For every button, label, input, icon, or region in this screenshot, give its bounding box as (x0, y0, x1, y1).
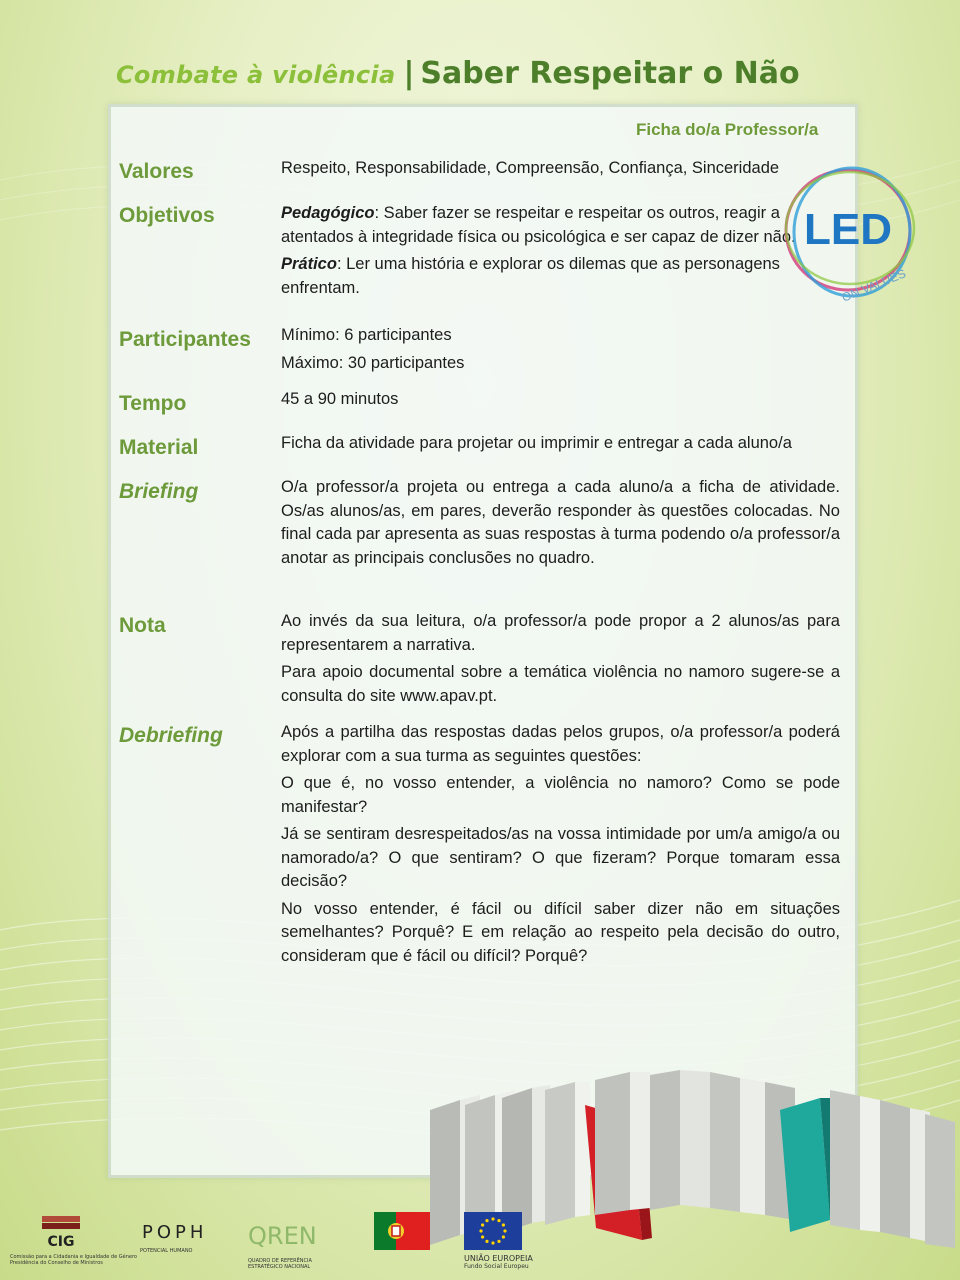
participantes-label: Participantes (119, 328, 251, 351)
pedagogico-text: : Saber fazer se respeitar e respeitar os outros, reagir a atentados à integridade física ou psicológica e ser capaz de dizer não. (281, 204, 796, 246)
material-value: Ficha da atividade para projetar ou imprimir e entregar a cada aluno/a (281, 434, 792, 452)
objetivos-label: Objetivos (119, 204, 215, 227)
nota-text (281, 610, 840, 712)
sheet-type-label: Ficha do/a Professor/a (636, 120, 819, 139)
briefing-paragraph: O/a professor/a projeta ou entrega a cada aluno/a a ficha de atividade. Os/as alunos/as, em pares, deverão responder às questões colocadas. No final cada par apresenta as suas respostas à turma podendo o/a professor/a anotar as principais conclusões no quadro. (281, 478, 840, 567)
eu-logo (464, 1212, 554, 1270)
nota-paragraph-1: Ao invés da sua leitura, o/a professor/a pode propor a 2 alunos/as para representarem a narrativa. (281, 612, 840, 654)
briefing-text (281, 476, 840, 574)
valores-value: Respeito, Responsabilidade, Compreensão, Confiança, Sinceridade (281, 159, 780, 177)
header-title-part2: Saber Respeitar o Não (420, 56, 800, 91)
poph-mark-icon (140, 1214, 230, 1244)
objetivo-pratico (281, 253, 840, 300)
on-values-text: ON VALUES (839, 266, 908, 305)
objetivo-pedagogico (281, 202, 840, 249)
poph-logo (140, 1214, 230, 1254)
portugal-flag-icon (374, 1212, 430, 1250)
nota-label: Nota (119, 614, 166, 637)
pratico-label: Prático (281, 255, 337, 273)
footer-logos (0, 1200, 960, 1280)
poph-subtitle: POTENCIAL HUMANO (140, 1248, 193, 1254)
debriefing-text (281, 721, 840, 972)
material-text (281, 432, 840, 460)
debriefing-label: Debriefing (119, 724, 223, 747)
material-label: Material (119, 436, 199, 459)
pratico-text: : Ler uma história e explorar os dilemas que as personagens enfrentam. (281, 255, 780, 297)
cig-text: CIG (47, 1234, 75, 1250)
qren-mark-icon (248, 1214, 348, 1254)
eu-text: UNIÃO EUROPEIA (464, 1254, 533, 1263)
tempo-value: 45 a 90 minutos (281, 390, 399, 408)
qren-logo (248, 1214, 348, 1270)
page-header-title (116, 56, 800, 96)
debriefing-paragraph-2: O que é, no vosso entender, a violência no namoro? Como se pode manifestar? (281, 774, 840, 816)
participantes-max: Máximo: 30 participantes (281, 353, 465, 372)
pedagogico-label: Pedagógico (281, 204, 375, 222)
participantes-min: Mínimo: 6 participantes (281, 326, 452, 344)
qren-subtitle: QUADRO DE REFERÊNCIA ESTRATÉGICO NACIONAL (248, 1258, 312, 1270)
valores-label: Valores (119, 160, 194, 183)
debriefing-paragraph-4: No vosso entender, é fácil ou difícil saber dizer não em situações semelhantes? Porquê? E em relação ao respeito pela decisão do outro, consideram que é fácil ou difícil? Porquê? (281, 899, 840, 965)
cig-mark-icon (10, 1214, 114, 1250)
cig-logo (10, 1214, 137, 1266)
objetivos-text (281, 202, 840, 304)
eu-subtitle: Fundo Social Europeu (464, 1263, 529, 1270)
valores-text (281, 157, 840, 185)
eu-flag-icon (464, 1212, 522, 1250)
tempo-label: Tempo (119, 392, 187, 415)
poph-text: POPH (142, 1222, 208, 1243)
debriefing-paragraph-1: Após a partilha das respostas dadas pelos grupos, o/a professor/a poderá explorar com a sua turma as seguintes questões: (281, 723, 840, 765)
tempo-text (281, 388, 840, 416)
qren-text: QREN (248, 1222, 317, 1250)
cig-subtitle: Comissão para a Cidadania e Igualdade de Género (10, 1254, 137, 1260)
led-text: LED (804, 205, 892, 254)
header-separator: | (403, 56, 415, 91)
cig-subtitle-2: Presidência do Conselho de Ministros (10, 1260, 103, 1266)
header-title-part1: Combate à violência (116, 61, 396, 89)
debriefing-paragraph-3: Já se sentiram desrespeitados/as na vossa intimidade por um/a amigo/a ou namorado/a? O que sentiram? O que fizeram? Porque tomaram essa decisão? (281, 825, 840, 890)
led-on-values-logo (782, 160, 922, 310)
briefing-label: Briefing (119, 480, 199, 503)
nota-paragraph-2: Para apoio documental sobre a temática violência no namoro sugere-se a consulta do site www.apav.pt. (281, 663, 840, 705)
participantes-text (281, 324, 840, 379)
